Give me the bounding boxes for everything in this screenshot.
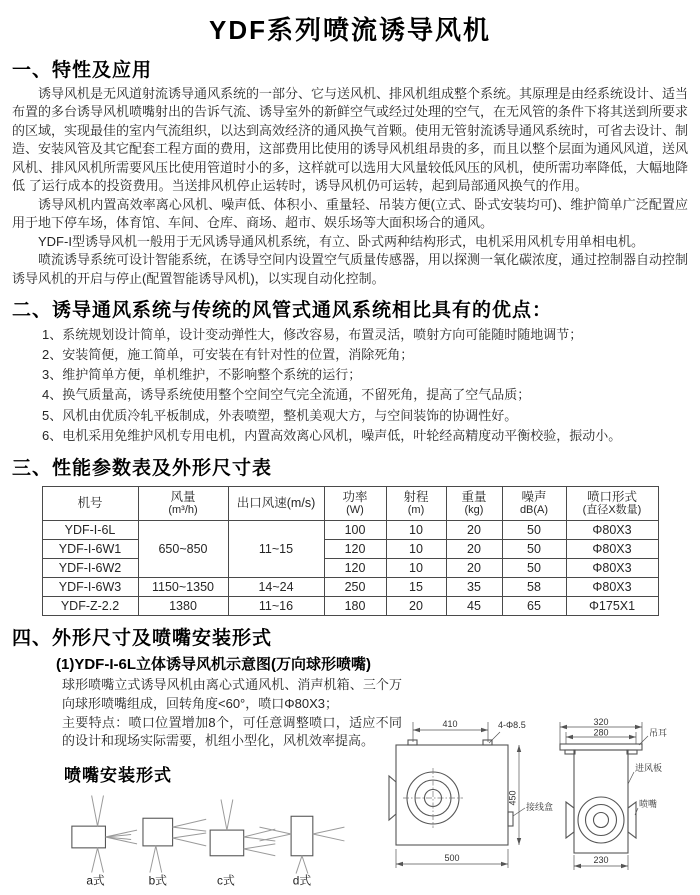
section4-heading: 四、外形尺寸及喷嘴安装形式 bbox=[12, 627, 273, 649]
cell-nozzle: Φ80X3 bbox=[566, 520, 658, 539]
inlet-plate-label: 进风板 bbox=[635, 762, 663, 773]
section1-heading: 一、特性及应用 bbox=[12, 60, 153, 81]
cell-range: 10 bbox=[386, 558, 446, 577]
col-header-noise: 噪声 dB(A) bbox=[502, 486, 566, 520]
col-header-power: 功率 (W) bbox=[324, 486, 386, 520]
cell-range: 15 bbox=[386, 577, 446, 596]
cell-power: 100 bbox=[324, 520, 386, 539]
nozzle-description: 球形喷嘴立式诱导风机由离心式通风机、消声机箱、三个万向球形喷嘴组成，回转角度<60°，喷口Φ80X3； bbox=[62, 676, 402, 711]
dim-410-label: 410 bbox=[442, 718, 458, 729]
form-c-label: c式 bbox=[217, 873, 235, 888]
nozzle-form-a bbox=[72, 796, 137, 888]
cell-noise: 50 bbox=[502, 520, 566, 539]
cell-power: 120 bbox=[324, 539, 386, 558]
cell-nozzle: Φ80X3 bbox=[566, 539, 658, 558]
form-a-label: a式 bbox=[86, 873, 105, 888]
cell-model: YDF-I-6W2 bbox=[42, 558, 138, 577]
cell-range: 10 bbox=[386, 539, 446, 558]
cell-model: YDF-I-6W3 bbox=[42, 577, 138, 596]
table-row bbox=[42, 596, 658, 615]
technical-drawing bbox=[388, 718, 688, 880]
spec-table bbox=[42, 486, 659, 616]
dim-450-label: 450 bbox=[507, 790, 518, 806]
cell-airflow: 1380 bbox=[138, 596, 228, 615]
cell-weight: 20 bbox=[446, 539, 502, 558]
nozzle-install-heading: 喷嘴安装形式 bbox=[64, 766, 172, 786]
cell-range: 10 bbox=[386, 520, 446, 539]
advantage-item: 6、电机采用免维护风机专用电机，内置高效离心风机，噪声低，叶轮经高精度动平衡校验，振动小。 bbox=[42, 427, 622, 443]
section1-paragraph: 诱导风机内置高效率离心风机、噪声低、体积小、重量轻、吊装方便(立式、卧式安装均可)、维护简单广泛配置应用于地下停车场，体育馆、车间、仓库、商场、超市、娱乐场等大面积场合的通风。 bbox=[12, 196, 688, 231]
nozzle-features: 主要特点：喷口位置增加8个，可任意调整喷口，适应不同的设计和现场实际需要，机组小型化，风机效率提高。 bbox=[62, 714, 402, 749]
table-header-row bbox=[42, 486, 658, 520]
cell-weight: 20 bbox=[446, 558, 502, 577]
page-title: YDF系列喷流诱导风机 bbox=[208, 15, 491, 45]
dim-500-label: 500 bbox=[444, 852, 460, 863]
cell-noise: 65 bbox=[502, 596, 566, 615]
cell-noise: 50 bbox=[502, 558, 566, 577]
cell-noise: 50 bbox=[502, 539, 566, 558]
advantage-item: 1、系统规划设计简单，设计变动弹性大，修改容易，布置灵活，喷射方向可能随时随地调节； bbox=[42, 326, 583, 342]
col-header-airflow: 风量 (m³/h) bbox=[138, 486, 228, 520]
cell-velocity: 14~24 bbox=[228, 577, 324, 596]
dim-280-label: 280 bbox=[593, 727, 609, 738]
form-d-label: d式 bbox=[292, 873, 312, 888]
col-header-nozzle: 喷口形式 (直径X数量) bbox=[566, 486, 658, 520]
cell-noise: 58 bbox=[502, 577, 566, 596]
cell-weight: 45 bbox=[446, 596, 502, 615]
section4-right-column bbox=[388, 676, 688, 885]
cell-nozzle: Φ80X3 bbox=[566, 577, 658, 596]
cell-power: 250 bbox=[324, 577, 386, 596]
cell-airflow-merged: 650~850 bbox=[138, 520, 228, 577]
section4-subheading: (1)YDF-I-6L立体诱导风机示意图(万向球形喷嘴) bbox=[56, 655, 371, 673]
dim-320-label: 320 bbox=[593, 717, 609, 727]
col-header-model: 机号 bbox=[42, 486, 138, 520]
cell-range: 20 bbox=[386, 596, 446, 615]
col-header-weight: 重量 (kg) bbox=[446, 486, 502, 520]
section1-paragraph: YDF-I型诱导风机一般用于无风诱导通风机系统，有立、卧式两种结构形式，电机采用风机专用单相电机。 bbox=[38, 233, 644, 249]
dim-230-label: 230 bbox=[593, 854, 609, 865]
cell-weight: 20 bbox=[446, 520, 502, 539]
holes-callout-label: 4-Φ8.5 bbox=[498, 719, 526, 730]
cell-power: 180 bbox=[324, 596, 386, 615]
cell-power: 120 bbox=[324, 558, 386, 577]
advantage-item: 2、安装简便，施工简单，可安装在有针对性的位置，消除死角； bbox=[42, 347, 414, 363]
advantage-item: 4、换气质量高，诱导系统使用整个空间空气完全流通，不留死角，提高了空气品质； bbox=[42, 387, 531, 403]
section4-content bbox=[12, 676, 688, 893]
advantage-item: 3、维护简单方便，单机维护，不影响整个系统的运行； bbox=[42, 367, 362, 383]
cell-weight: 35 bbox=[446, 577, 502, 596]
cell-model: YDF-Z-2.2 bbox=[42, 596, 138, 615]
section1-paragraph: 喷流诱导系统可设计智能系统，在诱导空间内设置空气质量传感器，用以探测一氧化碳浓度，通过控制器自动控制诱导风机的开启与停止(配置智能诱导风机)，以实现自动化控制。 bbox=[12, 252, 689, 286]
lifting-lug-label: 吊耳 bbox=[649, 727, 668, 738]
advantage-item: 5、风机由优质冷轧平板制成，外表喷塑，整机美观大方，与空间装饰的协调性好。 bbox=[42, 407, 518, 423]
form-b-label: b式 bbox=[148, 873, 168, 888]
cell-model: YDF-I-6W1 bbox=[42, 539, 138, 558]
cell-nozzle: Φ175X1 bbox=[566, 596, 658, 615]
nozzle-form-d bbox=[260, 816, 345, 887]
table-row bbox=[42, 558, 658, 577]
junction-box-label: 接线盒 bbox=[526, 801, 554, 812]
col-header-range: 射程 (m) bbox=[386, 486, 446, 520]
cell-velocity-merged: 11~15 bbox=[228, 520, 324, 577]
nozzle-part-label: 喷嘴 bbox=[639, 798, 658, 809]
cell-velocity: 11~16 bbox=[228, 596, 324, 615]
front-view bbox=[389, 719, 553, 868]
section1-paragraph: 诱导风机是无风道射流诱导通风系统的一部分、它与送风机、排风机组成整个系统。其原理是由经系统设计、适当布置的多台诱导风机喷嘴射出的告诉气流、诱导室外的新鲜空气或经过处理的空气，在无风管的条件下将其送到所要求的区域，实现最佳的室内气流组织，以达到高效经济的通风换气首颗。使用无管射流诱导通风系统时，可省去设计、制造、安装风管及其它配套工程方面的费用，这部费用比使用的诱导风机组昂贵的多，而且以整个层面为通风风道，送风风机、排风风机所需要风压比使用管道时小的多，这样就可以选用大风量较低风压的风机，使所需功率降低，大幅地降低 了运行成本的投资费用。当送排风机停止运转时，诱导风机仍可运转，起到局部通风换气的作用。 bbox=[12, 86, 689, 194]
cell-airflow: 1150~1350 bbox=[138, 577, 228, 596]
table-row bbox=[42, 539, 658, 558]
section4-left-column bbox=[12, 676, 402, 893]
nozzle-forms-diagram bbox=[62, 786, 378, 888]
cell-nozzle: Φ80X3 bbox=[566, 558, 658, 577]
nozzle-form-b bbox=[143, 818, 206, 887]
table-row bbox=[42, 577, 658, 596]
nozzle-form-c bbox=[210, 800, 275, 888]
cell-model: YDF-I-6L bbox=[42, 520, 138, 539]
side-view bbox=[560, 718, 667, 870]
section3-heading: 三、性能参数表及外形尺寸表 bbox=[12, 457, 273, 479]
table-row bbox=[42, 520, 658, 539]
section2-heading: 二、诱导通风系统与传统的风管式通风系统相比具有的优点： bbox=[12, 299, 553, 321]
col-header-velocity: 出口风速(m/s) bbox=[228, 486, 324, 520]
